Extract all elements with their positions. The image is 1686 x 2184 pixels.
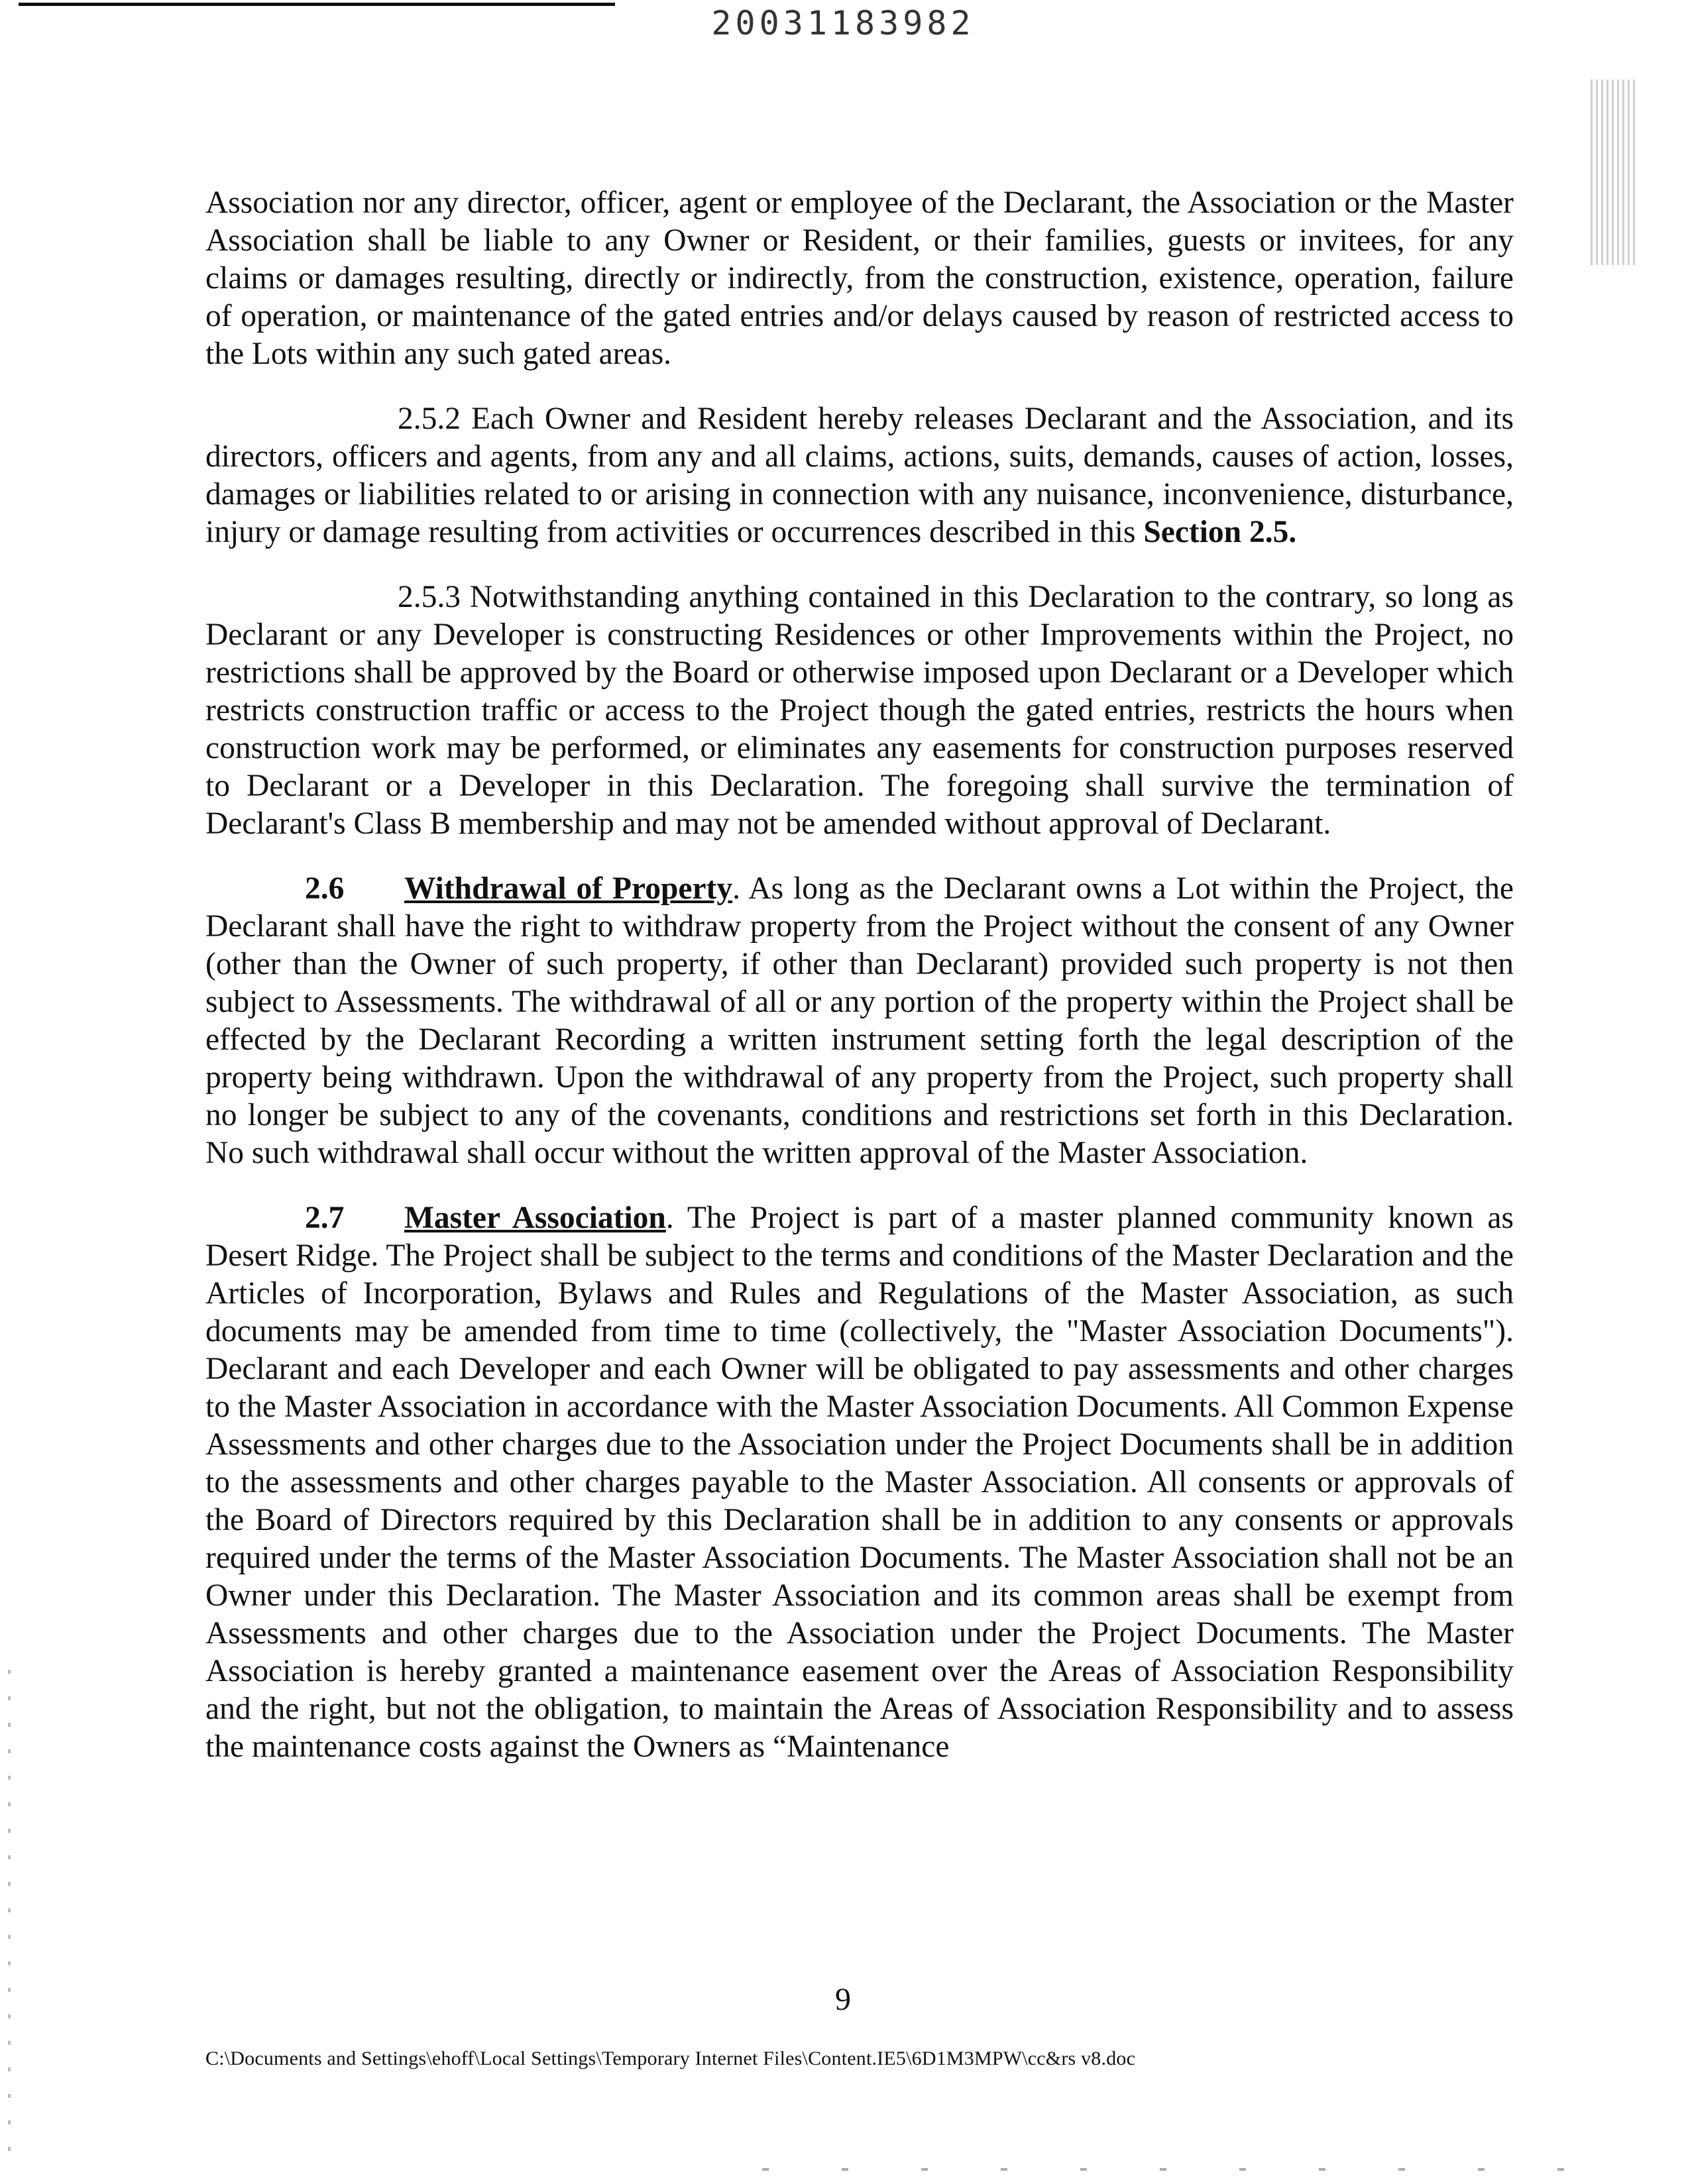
section-2-5-reference: Section 2.5. bbox=[1143, 515, 1297, 549]
scan-margin-marks bbox=[8, 1670, 11, 2173]
section-2-5-2-text: 2.5.2 Each Owner and Resident hereby releases Declarant and the Association, and its directors, officers and agents, from any and all claims, actions, suits, demands, causes of action, losses, damages or liabilities related to or arising in connection with any nuisance, inconvenience, disturbance, injury or damage resulting from activities or occurrences described in this bbox=[205, 402, 1514, 549]
section-2-5-3-text: 2.5.3 Notwithstanding anything contained in this Declaration to the contrary, so long as Declarant or any Developer is constructing Residences or other Improvements within the Project, no restrictions shall be approved by the Board or otherwise imposed upon Declarant or a Developer which restricts construction traffic or access to the Project though the gated entries, restricts the hours when construction work may be performed, or eliminates any easements for construction purposes reserved to Declarant or a Developer in this Declaration. The foregoing shall survive the termination of Declarant's Class B membership and may not be amended without approval of Declarant. bbox=[205, 580, 1514, 841]
scan-bottom-specks bbox=[762, 2168, 1591, 2171]
section-2-5-3 bbox=[205, 578, 1514, 843]
continuation-text: Association nor any director, officer, agent or employee of the Declarant, the Association or the Master Association shall be liable to any Owner or Resident, or their families, guests or invitees, for any claims or damages resulting, directly or indirectly, from the construction, existence, operation, failure of operation, or maintenance of the gated entries and/or delays caused by reason of restricted access to the Lots within any such gated areas. bbox=[205, 186, 1514, 371]
section-2-7 bbox=[205, 1199, 1514, 1766]
section-2-6-title: Withdrawal of Property bbox=[404, 871, 733, 906]
section-2-7-title: Master Association bbox=[404, 1201, 666, 1235]
section-2-5-2 bbox=[205, 400, 1514, 551]
section-2-7-text: . The Project is part of a master planned community known as Desert Ridge. The Project shall be subject to the terms and conditions of the Master Declaration and the Articles of Incorporation, Bylaws and Rules and Regulations of the Master Association, as such documents may be amended from time to time (collectively, the "Master Association Documents"). Declarant and each Developer and each Owner will be obligated to pay assessments and other charges to the Master Association in accordance with the Master Association Documents. All Common Expense Assessments and other charges due to the Association under the Project Documents shall be in addition to the assessments and other charges payable to the Master Association. All consents or approvals of the Board of Directors required by this Declaration shall be in addition to any consents or approvals required under the terms of the Master Association Documents. The Master Association shall not be an Owner under this Declaration. The Master Association and its common areas shall be exempt from Assessments and other charges due to the Association under the Project Documents. The Master Association is hereby granted a maintenance easement over the Areas of Association Responsibility and the right, but not the obligation, to maintain the Areas of Association Responsibility and to assess the maintenance costs against the Owners as “Maintenance bbox=[205, 1201, 1514, 1764]
document-body bbox=[205, 184, 1514, 1793]
page-number: 9 bbox=[835, 1982, 851, 2017]
document-number: 20031183982 bbox=[711, 4, 975, 42]
recording-stamp bbox=[1591, 80, 1637, 265]
section-2-6 bbox=[205, 870, 1514, 1172]
footer-file-path: C:\Documents and Settings\ehoff\Local Settings\Temporary Internet Files\Content.IE5\6D1M3MPW\cc&rs v8.doc bbox=[205, 2048, 1136, 2069]
section-2-7-number: 2.7 bbox=[305, 1201, 345, 1235]
section-2-6-text: . As long as the Declarant owns a Lot within the Project, the Declarant shall have the right to withdraw property from the Project without the consent of any Owner (other than the Owner of such property, if other than Declarant) provided such property is not then subject to Assessments. The withdrawal of all or any portion of the property within the Project shall be effected by the Declarant Recording a written instrument setting forth the legal description of the property being withdrawn. Upon the withdrawal of any property from the Project, such property shall no longer be subject to any of the covenants, conditions and restrictions set forth in this Declaration. No such withdrawal shall occur without the written approval of the Master Association. bbox=[205, 871, 1514, 1170]
section-2-6-number: 2.6 bbox=[305, 871, 345, 906]
continuation-paragraph bbox=[205, 184, 1514, 373]
